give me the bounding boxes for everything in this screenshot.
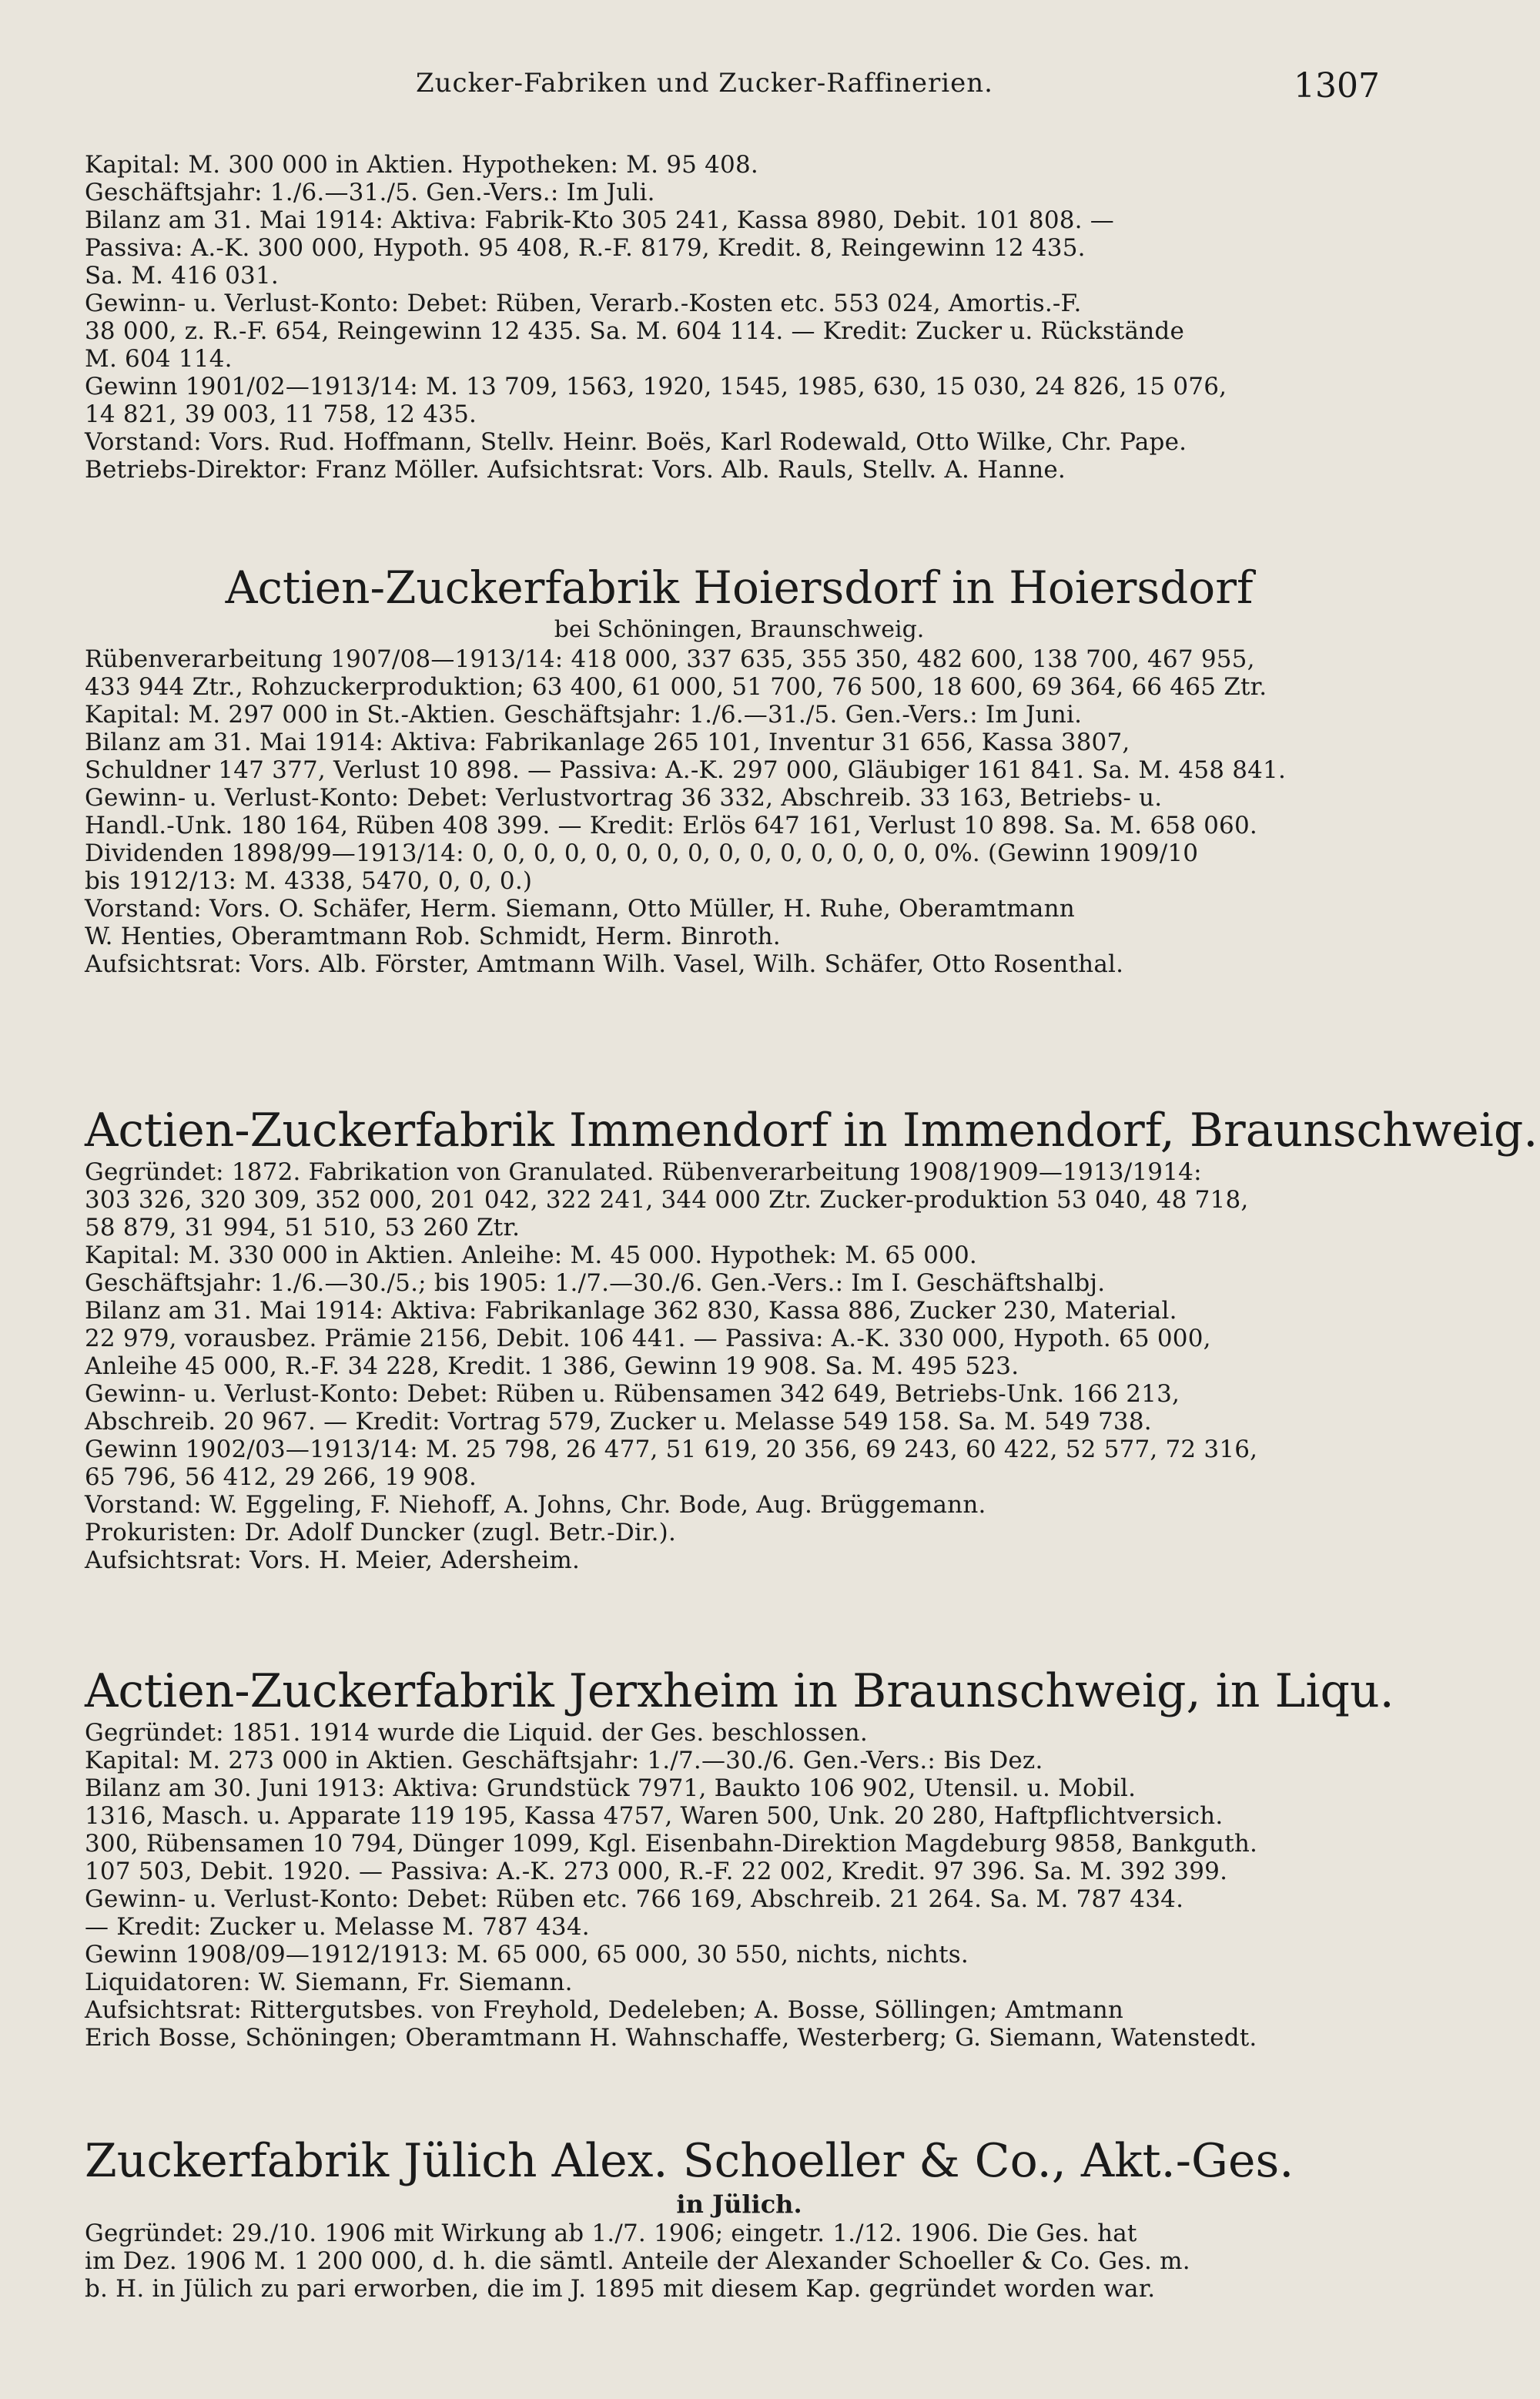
entry-line: 433 944 Ztr., Rohzuckerproduktion; 63 400, 61 000, 51 700, 76 500, 18 600, 69 364, 66 465 Ztr. (85, 673, 1267, 701)
entry-line: Handl.-Unk. 180 164, Rüben 408 399. — Kredit: Erlös 647 161, Verlust 10 898. Sa. M. 658 060. (85, 812, 1257, 839)
entry-line: Vorstand: Vors. O. Schäfer, Herm. Siemann, Otto Müller, H. Ruhe, Oberamtmann (85, 895, 1075, 923)
entry-line: Geschäftsjahr: 1./6.—31./5. Gen.-Vers.: Im Juli. (85, 179, 655, 206)
entry-line: Kapital: M. 273 000 in Aktien. Geschäftsjahr: 1./7.—30./6. Gen.-Vers.: Bis Dez. (85, 1747, 1043, 1774)
entry-line: Liquidatoren: W. Siemann, Fr. Siemann. (85, 1968, 573, 1996)
entry-line: Vorstand: Vors. Rud. Hoffmann, Stellv. Heinr. Boës, Karl Rodewald, Otto Wilke, Chr. Pape. (85, 428, 1187, 456)
entry-line: Kapital: M. 297 000 in St.-Aktien. Geschäftsjahr: 1./6.—31./5. Gen.-Vers.: Im Juni. (85, 701, 1083, 729)
entry-line: 38 000, z. R.-F. 654, Reingewinn 12 435. Sa. M. 604 114. — Kredit: Zucker u. Rückstände (85, 317, 1184, 345)
entry-line: Vorstand: W. Eggeling, F. Niehoff, A. Johns, Chr. Bode, Aug. Brüggemann. (85, 1491, 986, 1519)
entry-line: 303 326, 320 309, 352 000, 201 042, 322 241, 344 000 Ztr. Zucker-produktion 53 040, 48 718, (85, 1186, 1249, 1214)
running-title: Zucker-Fabriken und Zucker-Raffinerien. (416, 68, 993, 99)
entry-line: Aufsichtsrat: Rittergutsbes. von Freyhold, Dedeleben; A. Bosse, Söllingen; Amtmann (85, 1996, 1124, 2024)
entry-line: 65 796, 56 412, 29 266, 19 908. (85, 1463, 477, 1491)
entry-line: Gewinn- u. Verlust-Konto: Debet: Rüben etc. 766 169, Abschreib. 21 264. Sa. M. 787 434. (85, 1885, 1184, 1913)
entry-immendorf (85, 1103, 1538, 1574)
entry-line: 107 503, Debit. 1920. — Passiva: A.-K. 273 000, R.-F. 22 002, Kredit. 97 396. Sa. M. 392 399. (85, 1858, 1228, 1885)
entry-title: Actien-Zuckerfabrik Immendorf in Immendorf, Braunschweig. (85, 1104, 1538, 1158)
entry-line: bis 1912/13: M. 4338, 5470, 0, 0, 0.) (85, 867, 533, 895)
entry-line: Geschäftsjahr: 1./6.—30./5.; bis 1905: 1./7.—30./6. Gen.-Vers.: Im I. Geschäftshalbj. (85, 1269, 1106, 1297)
entry-line: 14 821, 39 003, 11 758, 12 435. (85, 400, 477, 428)
entry-title: Zuckerfabrik Jülich Alex. Schoeller & Co., Akt.-Ges. (85, 2134, 1294, 2188)
entry-line: Gegründet: 1851. 1914 wurde die Liquid. der Ges. beschlossen. (85, 1719, 868, 1747)
entry-line: Gegründet: 1872. Fabrikation von Granulated. Rübenverarbeitung 1908/1909—1913/1914: (85, 1158, 1202, 1186)
entry-line: Erich Bosse, Schöningen; Oberamtmann H. Wahnschaffe, Westerberg; G. Siemann, Watenstedt. (85, 2024, 1257, 2052)
entry-subtitle: in Jülich. (676, 2190, 802, 2219)
entry-line: Aufsichtsrat: Vors. H. Meier, Adersheim. (85, 1546, 581, 1574)
entry-line: Anleihe 45 000, R.-F. 34 228, Kredit. 1 386, Gewinn 19 908. Sa. M. 495 523. (85, 1352, 1019, 1380)
entry-line: Bilanz am 31. Mai 1914: Aktiva: Fabrikanlage 265 101, Inventur 31 656, Kassa 3807, (85, 729, 1130, 756)
entry-line: Gegründet: 29./10. 1906 mit Wirkung ab 1./7. 1906; eingetr. 1./12. 1906. Die Ges. hat (85, 2220, 1137, 2247)
entry-line: Betriebs-Direktor: Franz Möller. Aufsichtsrat: Vors. Alb. Rauls, Stellv. A. Hanne. (85, 456, 1066, 484)
entry-continued (85, 151, 1394, 484)
entry-line: Gewinn 1902/03—1913/14: M. 25 798, 26 477, 51 619, 20 356, 69 243, 60 422, 52 577, 72 316, (85, 1436, 1258, 1463)
entry-line: 1316, Masch. u. Apparate 119 195, Kassa 4757, Waren 500, Unk. 20 280, Haftpflichtversich. (85, 1802, 1224, 1830)
entry-line: — Kredit: Zucker u. Melasse M. 787 434. (85, 1913, 590, 1941)
entry-line: Gewinn- u. Verlust-Konto: Debet: Rüben u. Rübensamen 342 649, Betriebs-Unk. 166 213, (85, 1380, 1180, 1408)
entry-line: Aufsichtsrat: Vors. Alb. Förster, Amtmann Wilh. Vasel, Wilh. Schäfer, Otto Rosenthal. (85, 950, 1124, 978)
entry-line: Rübenverarbeitung 1907/08—1913/14: 418 000, 337 635, 355 350, 482 600, 138 700, 467 955, (85, 645, 1255, 673)
entry-line: Abschreib. 20 967. — Kredit: Vortrag 579, Zucker u. Melasse 549 158. Sa. M. 549 738. (85, 1408, 1152, 1436)
entry-line: Gewinn- u. Verlust-Konto: Debet: Verlustvortrag 36 332, Abschreib. 33 163, Betriebs- u. (85, 784, 1163, 812)
entry-line: Bilanz am 30. Juni 1913: Aktiva: Grundstück 7971, Baukto 106 902, Utensil. u. Mobil. (85, 1774, 1137, 1802)
entry-line: Dividenden 1898/99—1913/14: 0, 0, 0, 0, 0, 0, 0, 0, 0, 0, 0, 0, 0, 0, 0, 0%. (Gewinn 1909/10 (85, 839, 1199, 867)
entry-line: 300, Rübensamen 10 794, Dünger 1099, Kgl. Eisenbahn-Direktion Magdeburg 9858, Bankguth. (85, 1830, 1258, 1858)
page-number: 1307 (1294, 66, 1380, 106)
entry-line: Sa. M. 416 031. (85, 262, 279, 290)
entry-line: im Dez. 1906 M. 1 200 000, d. h. die sämtl. Anteile der Alexander Schoeller & Co. Ges. m. (85, 2247, 1190, 2275)
entry-line: Gewinn 1908/09—1912/1913: M. 65 000, 65 000, 30 550, nichts, nichts. (85, 1941, 969, 1968)
entry-title: Actien-Zuckerfabrik Hoiersdorf in Hoiersdorf (225, 561, 1254, 614)
entry-line: M. 604 114. (85, 345, 233, 373)
entry-line: Bilanz am 31. Mai 1914: Aktiva: Fabrikanlage 362 830, Kassa 886, Zucker 230, Material. (85, 1297, 1177, 1325)
entry-title: Actien-Zuckerfabrik Jerxheim in Braunschweig, in Liqu. (85, 1664, 1394, 1718)
page-header (0, 68, 1540, 114)
entry-juelich (85, 2133, 1394, 2303)
entry-line: Kapital: M. 300 000 in Aktien. Hypotheken: M. 95 408. (85, 151, 758, 179)
entry-line: Gewinn 1901/02—1913/14: M. 13 709, 1563, 1920, 1545, 1985, 630, 15 030, 24 826, 15 076, (85, 373, 1227, 400)
entry-line: Passiva: A.-K. 300 000, Hypoth. 95 408, R.-F. 8179, Kredit. 8, Reingewinn 12 435. (85, 234, 1086, 262)
entry-line: Schuldner 147 377, Verlust 10 898. — Passiva: A.-K. 297 000, Gläubiger 161 841. Sa. M. 458 841. (85, 756, 1287, 784)
entry-line: W. Henties, Oberamtmann Rob. Schmidt, Herm. Binroth. (85, 923, 781, 950)
entry-line: Prokuristen: Dr. Adolf Duncker (zugl. Betr.-Dir.). (85, 1519, 677, 1546)
entry-line: 58 879, 31 994, 51 510, 53 260 Ztr. (85, 1214, 521, 1241)
entry-hoiersdorf (85, 561, 1394, 978)
entry-line: 22 979, vorausbez. Prämie 2156, Debit. 106 441. — Passiva: A.-K. 330 000, Hypoth. 65 000, (85, 1325, 1211, 1352)
entry-line: Kapital: M. 330 000 in Aktien. Anleihe: M. 45 000. Hypothek: M. 65 000. (85, 1241, 977, 1269)
entry-line: Bilanz am 31. Mai 1914: Aktiva: Fabrik-Kto 305 241, Kassa 8980, Debit. 101 808. — (85, 206, 1114, 234)
entry-jerxheim (85, 1664, 1394, 2052)
entry-line: b. H. in Jülich zu pari erworben, die im J. 1895 mit diesem Kap. gegründet worden war. (85, 2275, 1156, 2303)
entry-line: Gewinn- u. Verlust-Konto: Debet: Rüben, Verarb.-Kosten etc. 553 024, Amortis.-F. (85, 290, 1082, 317)
entry-subtitle: bei Schöningen, Braunschweig. (554, 616, 925, 643)
